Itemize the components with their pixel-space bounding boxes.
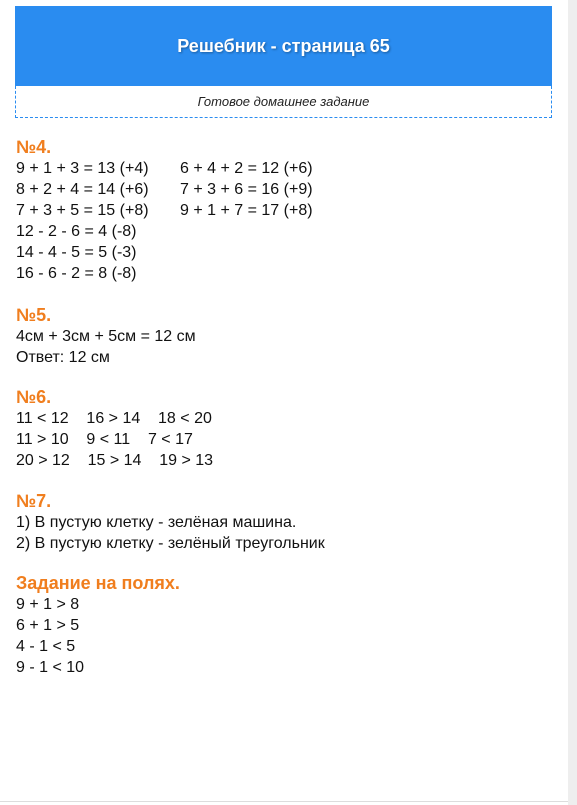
task-6-title: №6.: [16, 387, 52, 407]
comparison-line: 11 < 12 16 > 14 18 < 20: [16, 410, 212, 427]
equation: 6 + 4 + 2 = 12 (+6): [180, 160, 313, 177]
task-4-title: №4.: [16, 137, 52, 157]
page-subtitle: Готовое домашнее задание: [197, 94, 370, 109]
solution-line: 4см + 3см + 5см = 12 см: [16, 328, 196, 345]
comparison-line: 20 > 12 15 > 14 19 > 13: [16, 452, 214, 469]
page-title: Решебник - страница 65: [177, 35, 390, 56]
task-5-title: №5.: [16, 305, 52, 325]
page-header: [15, 6, 552, 86]
scrollbar-track[interactable]: [568, 0, 577, 805]
bottom-divider: [0, 801, 568, 802]
equation: 9 + 1 + 7 = 17 (+8): [180, 202, 313, 219]
inequality-line: 4 - 1 < 5: [16, 638, 76, 655]
inequality-line: 9 - 1 < 10: [16, 659, 85, 676]
task-5-section: [16, 304, 196, 368]
equation: 14 - 4 - 5 = 5 (-3): [16, 244, 137, 261]
comparison-line: 11 > 10 9 < 11 7 < 17: [16, 431, 193, 448]
answer-line: 1) В пустую клетку - зелёная машина.: [16, 514, 297, 531]
inequality-line: 9 + 1 > 8: [16, 596, 80, 613]
answer-line: Ответ: 12 см: [16, 349, 110, 366]
margin-task-title: Задание на полях.: [16, 573, 180, 593]
equation: 7 + 3 + 5 = 15 (+8): [16, 202, 149, 219]
margin-task-section: [16, 572, 180, 678]
task-7-section: [16, 490, 325, 554]
answer-line: 2) В пустую клетку - зелёный треугольник: [16, 535, 325, 552]
inequality-line: 6 + 1 > 5: [16, 617, 80, 634]
task-4-section: [16, 136, 313, 284]
equation: 9 + 1 + 3 = 13 (+4): [16, 160, 149, 177]
equation: 12 - 2 - 6 = 4 (-8): [16, 223, 137, 240]
equation: 7 + 3 + 6 = 16 (+9): [180, 181, 313, 198]
task-6-section: [16, 386, 213, 471]
page-subtitle-box: [15, 86, 552, 118]
equation: 8 + 2 + 4 = 14 (+6): [16, 181, 149, 198]
equation: 16 - 6 - 2 = 8 (-8): [16, 265, 137, 282]
task-7-title: №7.: [16, 491, 52, 511]
